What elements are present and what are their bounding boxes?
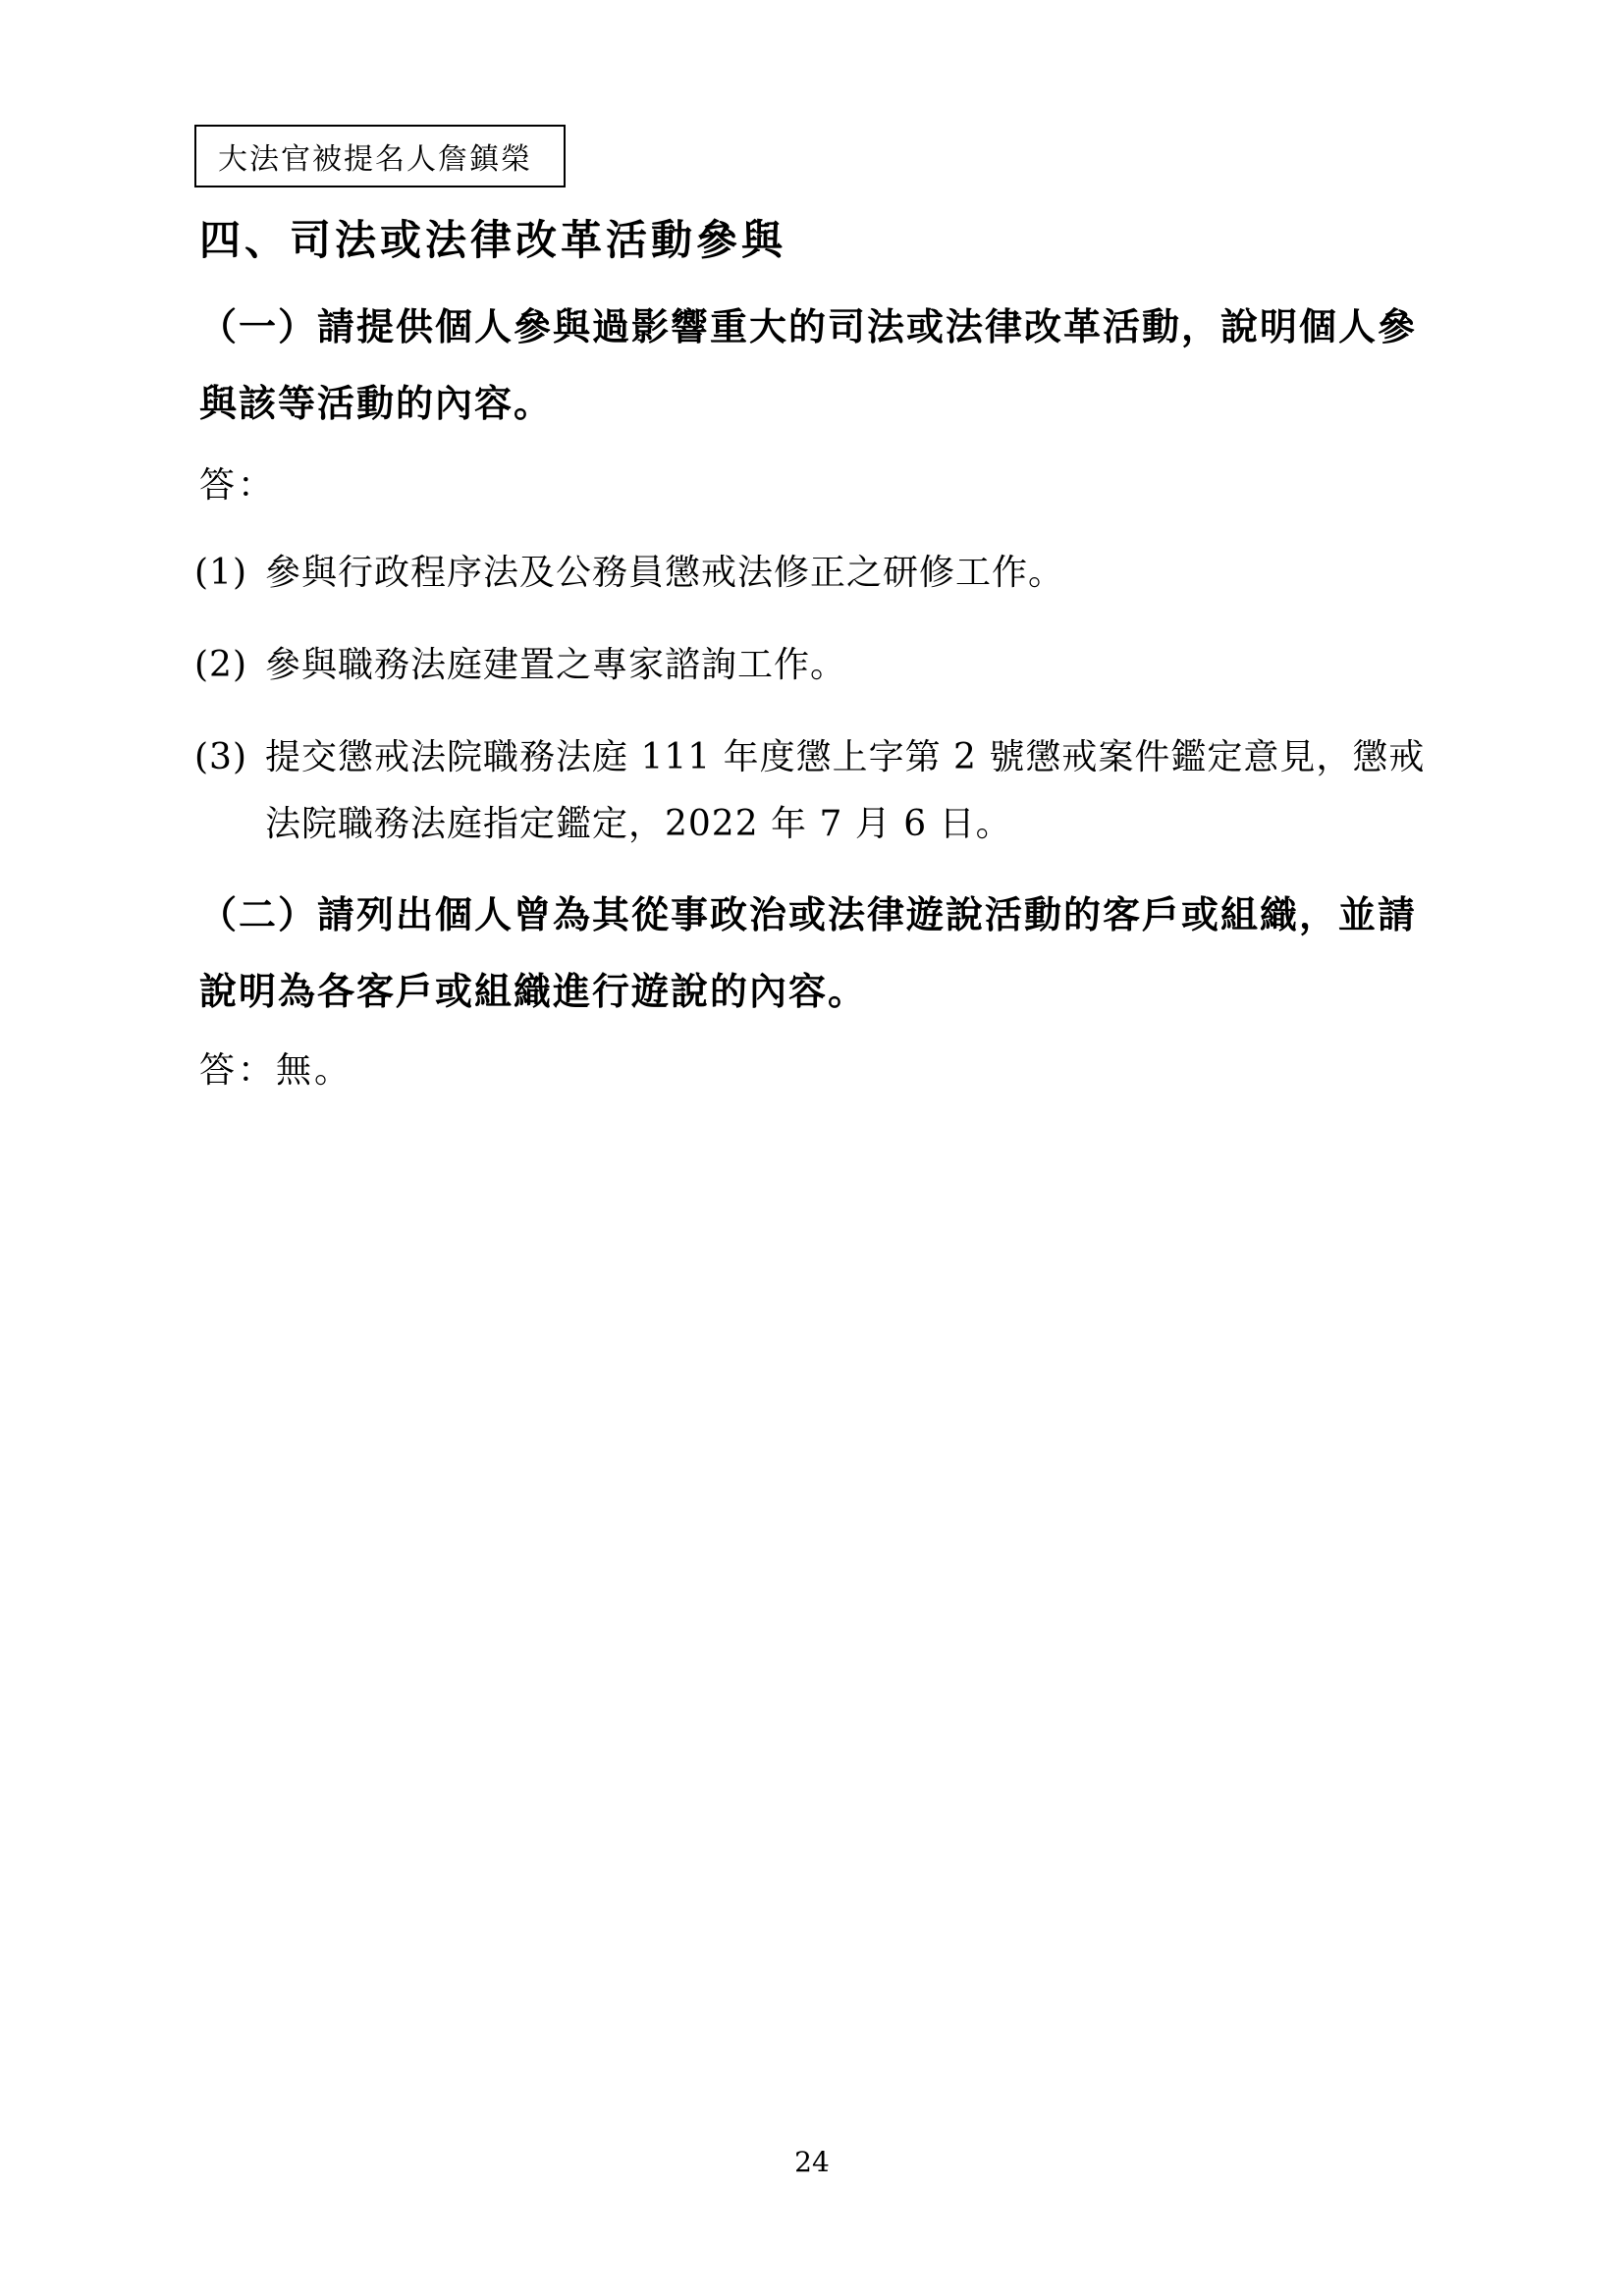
answer-item-number: (2) <box>194 645 247 685</box>
answer-item-text: 參與行政程序法及公務員懲戒法修正之研修工作。 <box>265 553 1065 593</box>
answer-item-3 <box>194 724 1432 858</box>
answer-item-1 <box>194 540 1432 607</box>
page-number: 24 <box>794 2146 830 2178</box>
question-1: （一）請提供個人參與過影響重大的司法或法律改革活動，說明個人參與該等活動的內容。 <box>199 304 1418 425</box>
nominee-label: 大法官被提名人詹鎮榮 <box>218 142 532 177</box>
nominee-label-box <box>194 125 566 187</box>
answer-label-2: 答：無。 <box>199 1050 353 1091</box>
answer-item-number: (3) <box>194 737 247 777</box>
section-title: 四、司法或法律改革活動參與 <box>199 216 787 264</box>
answer-item-2 <box>194 632 1432 699</box>
question-2: （二）請列出個人曾為其從事政治或法律遊說活動的客戶或組織，並請說明為各客戶或組織進行遊說的內容。 <box>199 892 1418 1013</box>
answer-item-number: (1) <box>194 553 247 593</box>
answer-item-text: 參與職務法庭建置之專家諮詢工作。 <box>265 645 847 685</box>
answer-item-text: 提交懲戒法院職務法庭 111 年度懲上字第 2 號懲戒案件鑑定意見，懲戒法院職務法庭指定鑑定，2022 年 7 月 6 日。 <box>265 737 1426 844</box>
answer-label-1: 答： <box>199 465 277 506</box>
